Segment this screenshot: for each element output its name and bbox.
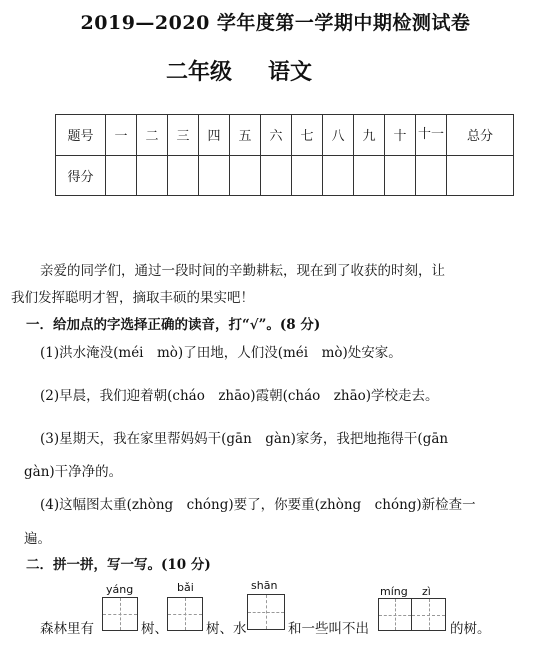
score-col-header: 九 (354, 115, 385, 156)
writing-grid-yang[interactable] (102, 597, 138, 631)
score-col-header: 七 (292, 115, 323, 156)
pinyin-ming: míng (380, 585, 408, 598)
sentence-part-2: 树、 (141, 621, 168, 637)
score-col-header: 八 (323, 115, 354, 156)
score-cell[interactable] (323, 155, 354, 196)
score-cell[interactable] (137, 155, 168, 196)
question-1-1: (1)洪水淹没(méi mò)了田地，人们没(méi mò)处安家。 (40, 345, 402, 361)
pinyin-zi: zì (422, 585, 431, 598)
writing-grid-ming[interactable] (378, 598, 412, 631)
writing-grid-mingzi (378, 598, 446, 631)
total-label: 总分 (447, 115, 514, 156)
pinyin-shan: shān (251, 579, 278, 592)
score-cell[interactable] (168, 155, 199, 196)
sentence-part-1: 森林里有 (40, 621, 94, 637)
question-1-4: (4)这幅图太重(zhòng chóng)要了，你要重(zhòng chóng)新检查一 (40, 497, 476, 513)
intro-line-1: 亲爱的同学们，通过一段时间的辛勤耕耘，现在到了收获的时刻，让 (40, 263, 445, 279)
score-col-header: 三 (168, 115, 199, 156)
score-label: 得分 (56, 155, 106, 196)
question-1-3: (3)星期天，我在家里帮妈妈干(gān gàn)家务，我把地拖得干(gān (40, 431, 449, 447)
score-table-score-row (56, 155, 514, 196)
writing-grid-shan[interactable] (247, 594, 285, 630)
score-col-header: 十一 (416, 115, 447, 156)
score-cell[interactable] (261, 155, 292, 196)
pinyin-bai: bǎi (177, 581, 194, 594)
score-col-header: 五 (230, 115, 261, 156)
exam-title: 2019—2020 学年度第一学期中期检测试卷 (80, 12, 471, 34)
intro-line-2: 我们发挥聪明才智，摘取丰硕的果实吧！ (11, 290, 254, 306)
question-number-label: 题号 (56, 115, 106, 156)
exam-subtitle (166, 55, 312, 86)
score-table (55, 114, 514, 196)
sentence-part-4: 和一些叫不出 (288, 621, 369, 637)
score-cell[interactable] (416, 155, 447, 196)
section-1-heading: 一．给加点的字选择正确的读音，打“√”。(8 分) (26, 317, 321, 333)
question-1-4-cont: 遍。 (24, 531, 51, 547)
score-col-header: 四 (199, 115, 230, 156)
writing-grid-bai[interactable] (167, 597, 203, 631)
score-col-header: 二 (137, 115, 168, 156)
subject-label: 语文 (268, 59, 313, 85)
score-col-header: 十 (385, 115, 416, 156)
score-col-header: 一 (106, 115, 137, 156)
question-1-2: (2)早晨，我们迎着朝(cháo zhāo)霞朝(cháo zhāo)学校走去。 (40, 388, 439, 404)
writing-grid-zi[interactable] (412, 598, 446, 631)
score-cell[interactable] (106, 155, 137, 196)
score-cell[interactable] (385, 155, 416, 196)
score-cell[interactable] (354, 155, 385, 196)
total-score-cell[interactable] (447, 155, 514, 196)
sentence-part-5: 的树。 (450, 621, 491, 637)
score-cell[interactable] (292, 155, 323, 196)
grade-label: 二年级 (166, 59, 233, 85)
section-2-heading: 二．拼一拼，写一写。(10 分) (26, 557, 211, 573)
pinyin-yang: yáng (106, 583, 134, 596)
score-col-header: 六 (261, 115, 292, 156)
score-cell[interactable] (199, 155, 230, 196)
score-cell[interactable] (230, 155, 261, 196)
question-1-3-cont: gàn)干净净的。 (24, 464, 123, 480)
score-table-header-row (56, 115, 514, 156)
sentence-part-3: 树、水 (206, 621, 247, 637)
